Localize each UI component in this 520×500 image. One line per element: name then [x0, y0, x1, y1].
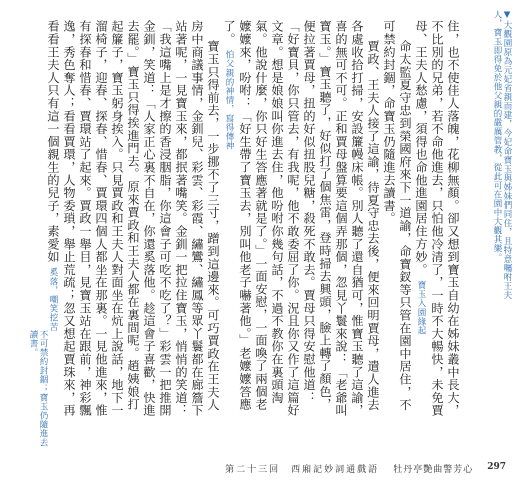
page-footer	[60, 462, 506, 476]
right-margin-commentary: ▼大觀園原為元妃省親而建，今妃命寶玉與姊妹們同住，且特意囑咐王夫人，寶玉即得免於他父親的嚴厲管教，從此可在園中大觀其樂。	[492, 10, 512, 300]
paragraph	[221, 20, 381, 420]
paragraph	[45, 20, 221, 420]
paragraph-text: 賈政、王夫人接了這諭，待夏守忠去後，便來回明賈母，遣人進去各處收拾打掃，安設簾幔床帳。別人聽了還自猶可，惟寶玉聽了這諭，喜的無可不可。正和賈母盤算要這個弄那個，忽見丫鬟來說：「老爺叫寶玉。」寶玉聽了，好似打了個焦雷，登時掃去興頭，臉上轉了顏色，便拉著賈母，扭的好似扭股兒糖，殺死不敢去。賈母只得安慰他道：「好寶貝，你只管去，有我呢，他不敢委屈了你。況且你又作了這篇好文章。想是娘娘叫你進去住，他吩咐你幾句話，不過不教你在裏頭淘氣。他說什麼，你只好生答應著就是了。」一面安慰，一面喚了兩個老嬤嬤來，吩咐：「好生帶了寶玉去，別叫他老子嚇著他。」老嬤嬤答應了。	[222, 20, 380, 417]
paragraph-text: 寶玉只得前去，一步挪不了三寸，蹭到這邊來。可巧賈政在王夫人房中商議事情，金釧兒、彩雲、彩霞、繡鸞、繡鳳等眾丫鬟都在廊簷下站著呢，一見寶玉來，都抿著嘴笑。金釧一把拉住寶玉，悄悄的笑道：「我這嘴上是才擦的香浸胭脂，你這會子可吃不吃了？」彩雲一把推開金釧，笑道：「人家正心裏不自在，你還奚落他。趁這會子喜歡，快進去罷。」寶玉只得挨進門去。原來賈政和王夫人都在裏間呢。趙姨娘打起簾子，寶玉躬身挨入。只見賈政和王夫人對面坐在炕上說話，地下一溜椅子，迎春、探春、惜春、賈環四個人都坐在那裏。一見他進來，惟有探春和惜春、賈環站了起來。賈政一舉目，見寶玉站在跟前，神彩飄逸，秀色奪人；看看賈環，人物委瑣，舉止荒疏；忽又想起賈珠來，再看看王夫人只有這一個親生的兒子，素愛如	[46, 20, 220, 417]
paragraph-text: 住，也不使佳人落魄，花柳無顏。卻又想到寶玉自幼在姊妹叢中長大，不比別的兄弟，若不命他進去，只怕他冷清了，一時不大暢快，未免賈母、王夫人愁慮，須得也命他進園居住方妙。	[414, 20, 460, 417]
left-margin-commentary: 不可禁約封錮；寶玉仍隨進去讀書。	[28, 330, 48, 447]
main-text	[46, 20, 461, 420]
page-number: 297	[487, 462, 506, 472]
chapter-title: 第二十三回 西廂記妙詞通戲語	[225, 465, 380, 475]
inline-commentary: 怕父親的神情，寫得傳神	[224, 50, 234, 151]
inline-commentary: 寶玉入園緣起	[416, 280, 426, 336]
inline-commentary: 奚落，嘲笑挖苦	[48, 267, 58, 332]
paragraph	[413, 20, 461, 420]
chapter-subtitle: 牡丹亭艷曲警芳心	[393, 465, 474, 475]
paragraph: 命太監夏守忠到榮國府來下一道諭，命寶釵等只管在園中居住，不可禁約封錮，命寶玉仍隨進去讀書。	[382, 20, 412, 411]
